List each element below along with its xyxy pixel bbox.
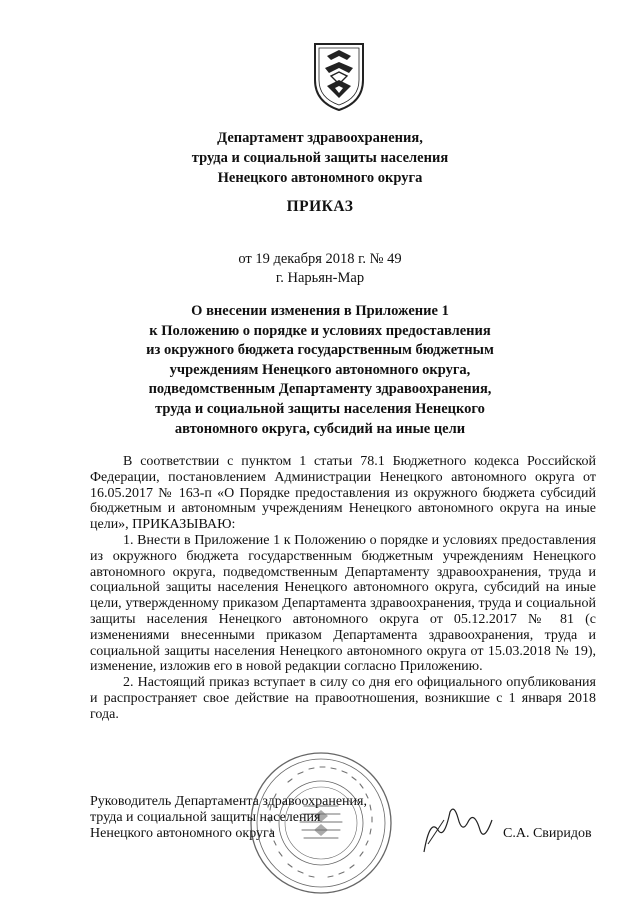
subject-line: подведомственным Департаменту здравоохранения, [148, 381, 492, 398]
order-city: г. Нарьян-Мар [275, 270, 365, 286]
signatory-position-line: Ненецкого автономного округа [90, 825, 275, 841]
subject-line: О внесении изменения в Приложение 1 [191, 303, 449, 319]
body-item-1: 1. Внести в Приложение 1 к Положению о порядке и условиях предоставления из окружного бюджета государственным бюджетным учреждениям Ненецкого автономного округа, подведомственным Департаменту здравоохранения, труда и социальной защиты населения Ненецкого автономного округа, субсидий на иные цели, утвержденному приказом Департамента здравоохранения, труда и социальной защиты населения Ненецкого автономного округа от 05.12.2017 № 81 (с изменениями внесенными приказом Департамента здравоохранения, труда и социальной защиты населения Ненецкого автономного округа от 15.03.2018 № 19), изменение, изложив его в новой редакции согласно Приложению. [90, 532, 596, 675]
body-item-2: 2. Настоящий приказ вступает в силу со дня его официального опубликования и распространяет свое действие на правоотношения, возникшие с 1 января 2018 года. [90, 675, 596, 722]
signatory-name: С.А. Свиридов [503, 826, 592, 841]
subject-line: к Положению о порядке и условиях предоставления [149, 322, 491, 339]
coat-of-arms-icon [311, 40, 367, 112]
order-date-place [0, 250, 640, 288]
department-header [0, 128, 640, 188]
subject-line: автономного округа, субсидий на иные цели [174, 420, 466, 437]
department-line: труда и социальной защиты населения [191, 150, 449, 166]
signatory-position-line: Руководитель Департамента здравоохранения, [90, 794, 367, 809]
document-title: ПРИКАЗ [286, 198, 354, 215]
order-date-number: от 19 декабря 2018 г. № 49 [238, 251, 402, 267]
body-intro: В соответствии с пунктом 1 статьи 78.1 Бюджетного кодекса Российской Федерации, постановлением Администрации Ненецкого автономного округа от 16.05.2017 № 163-п «О Порядке предоставления из окружного бюджета субсидий бюджетным и автономным учреждениям Ненецкого автономного округа на иные цели», ПРИКАЗЫВАЮ: [90, 454, 596, 533]
handwritten-signature-icon [418, 800, 498, 860]
department-line: Ненецкого автономного округа [217, 170, 423, 186]
subject-line: труда и социальной защиты населения Ненецкого [155, 400, 485, 417]
order-body [90, 454, 596, 723]
signatory-position [90, 794, 367, 841]
department-line: Департамент здравоохранения, [217, 130, 423, 146]
signatory-position-line: труда и социальной защиты населения [90, 809, 321, 825]
order-subject [0, 302, 640, 439]
subject-line: из окружного бюджета государственным бюджетным [146, 342, 494, 359]
subject-line: учреждениям Ненецкого автономного округа, [169, 361, 471, 378]
